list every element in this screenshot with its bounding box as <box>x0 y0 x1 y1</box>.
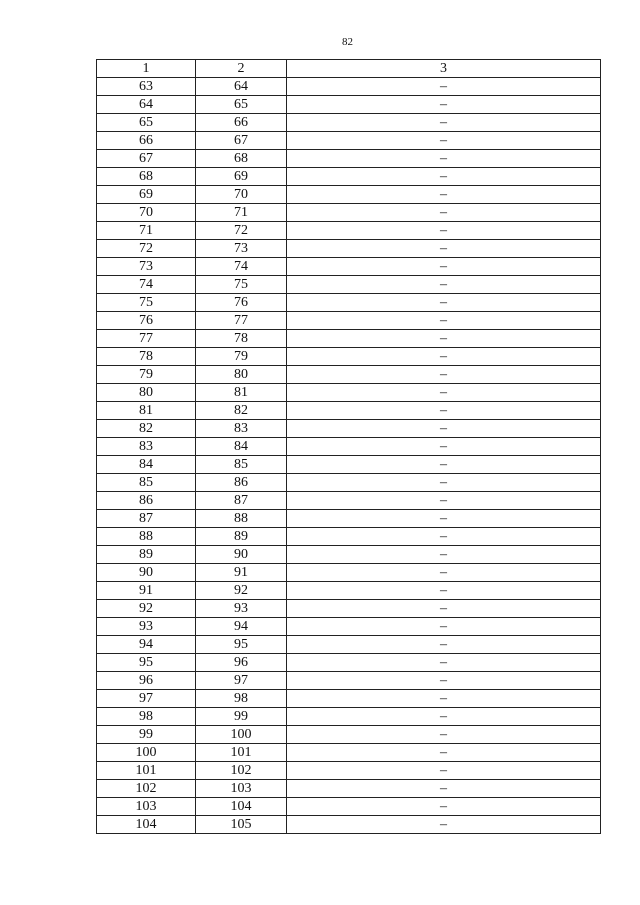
table-cell-col-1: 86 <box>97 492 196 510</box>
table-cell-col-1: 95 <box>97 654 196 672</box>
table-cell-col-3: – <box>287 492 601 510</box>
table-cell-col-1: 63 <box>97 78 196 96</box>
table-cell-col-3: – <box>287 420 601 438</box>
table-cell-col-2: 103 <box>196 780 287 798</box>
table-row <box>97 384 601 402</box>
table-cell-col-2: 64 <box>196 78 287 96</box>
table-cell-col-1: 66 <box>97 132 196 150</box>
table-cell-col-2: 69 <box>196 168 287 186</box>
table-cell-col-2: 93 <box>196 600 287 618</box>
table-row <box>97 456 601 474</box>
table-row <box>97 150 601 168</box>
table-cell-col-2: 95 <box>196 636 287 654</box>
table-cell-col-2: 92 <box>196 582 287 600</box>
table-cell-col-1: 73 <box>97 258 196 276</box>
table-cell-col-3: – <box>287 132 601 150</box>
table-cell-col-2: 83 <box>196 420 287 438</box>
table-cell-col-2: 72 <box>196 222 287 240</box>
table-cell-col-1: 76 <box>97 312 196 330</box>
table-cell-col-3: – <box>287 474 601 492</box>
table-cell-col-1: 91 <box>97 582 196 600</box>
table-cell-col-1: 94 <box>97 636 196 654</box>
table-row <box>97 258 601 276</box>
table-row <box>97 816 601 834</box>
table-row <box>97 294 601 312</box>
table-row <box>97 348 601 366</box>
table-cell-col-3: – <box>287 798 601 816</box>
table-cell-col-2: 86 <box>196 474 287 492</box>
table-cell-col-3: – <box>287 366 601 384</box>
table-cell-col-3: – <box>287 204 601 222</box>
table-cell-col-1: 67 <box>97 150 196 168</box>
table-cell-col-1: 78 <box>97 348 196 366</box>
table-cell-col-1: 79 <box>97 366 196 384</box>
table-cell-col-3: – <box>287 312 601 330</box>
table-cell-col-3: – <box>287 816 601 834</box>
table-cell-col-2: 101 <box>196 744 287 762</box>
table-row <box>97 600 601 618</box>
table-cell-col-2: 97 <box>196 672 287 690</box>
table-cell-col-3: – <box>287 708 601 726</box>
table-cell-col-2: 98 <box>196 690 287 708</box>
table-row <box>97 114 601 132</box>
table-cell-col-1: 96 <box>97 672 196 690</box>
table-cell-col-1: 69 <box>97 186 196 204</box>
table-cell-col-3: – <box>287 438 601 456</box>
table-cell-col-2: 77 <box>196 312 287 330</box>
table-cell-col-1: 65 <box>97 114 196 132</box>
table-cell-col-1: 102 <box>97 780 196 798</box>
table-cell-col-3: – <box>287 546 601 564</box>
table-row <box>97 564 601 582</box>
table-cell-col-2: 89 <box>196 528 287 546</box>
table-row <box>97 618 601 636</box>
table-row <box>97 636 601 654</box>
table-row <box>97 366 601 384</box>
table-cell-col-3: – <box>287 276 601 294</box>
table-cell-col-2: 74 <box>196 258 287 276</box>
table-row <box>97 132 601 150</box>
table-row <box>97 168 601 186</box>
table-cell-col-2: 66 <box>196 114 287 132</box>
table-cell-col-2: 65 <box>196 96 287 114</box>
table-row <box>97 708 601 726</box>
table-cell-col-1: 93 <box>97 618 196 636</box>
table-cell-col-1: 103 <box>97 798 196 816</box>
table-cell-col-2: 87 <box>196 492 287 510</box>
table-cell-col-3: – <box>287 780 601 798</box>
table-row <box>97 204 601 222</box>
table-cell-col-3: – <box>287 222 601 240</box>
table-cell-col-2: 75 <box>196 276 287 294</box>
table-row <box>97 528 601 546</box>
data-table <box>96 59 601 834</box>
table-cell-col-2: 76 <box>196 294 287 312</box>
table-cell-col-1: 77 <box>97 330 196 348</box>
table-cell-col-1: 88 <box>97 528 196 546</box>
table-cell-col-1: 70 <box>97 204 196 222</box>
table-cell-col-2: 99 <box>196 708 287 726</box>
table-cell-col-3: – <box>287 258 601 276</box>
table-cell-col-2: 73 <box>196 240 287 258</box>
table-cell-col-2: 91 <box>196 564 287 582</box>
column-header-2: 2 <box>196 60 287 78</box>
column-header-3: 3 <box>287 60 601 78</box>
table-cell-col-2: 94 <box>196 618 287 636</box>
table-body <box>97 78 601 834</box>
table-cell-col-1: 100 <box>97 744 196 762</box>
table-row <box>97 672 601 690</box>
table-cell-col-3: – <box>287 600 601 618</box>
table-row <box>97 654 601 672</box>
table-cell-col-3: – <box>287 348 601 366</box>
table-cell-col-3: – <box>287 582 601 600</box>
table-cell-col-3: – <box>287 654 601 672</box>
table-row <box>97 510 601 528</box>
table-row <box>97 240 601 258</box>
table-cell-col-2: 80 <box>196 366 287 384</box>
table-cell-col-2: 71 <box>196 204 287 222</box>
table-cell-col-1: 92 <box>97 600 196 618</box>
table-cell-col-3: – <box>287 762 601 780</box>
table-cell-col-3: – <box>287 96 601 114</box>
table-cell-col-1: 72 <box>97 240 196 258</box>
table-row <box>97 402 601 420</box>
table-cell-col-1: 89 <box>97 546 196 564</box>
table-cell-col-2: 78 <box>196 330 287 348</box>
table-cell-col-2: 90 <box>196 546 287 564</box>
table-cell-col-3: – <box>287 744 601 762</box>
table-cell-col-3: – <box>287 294 601 312</box>
table-row <box>97 96 601 114</box>
table-cell-col-1: 83 <box>97 438 196 456</box>
table-cell-col-3: – <box>287 510 601 528</box>
table-cell-col-3: – <box>287 690 601 708</box>
table-cell-col-1: 90 <box>97 564 196 582</box>
table-cell-col-1: 98 <box>97 708 196 726</box>
table-cell-col-3: – <box>287 564 601 582</box>
table-row <box>97 420 601 438</box>
table-row <box>97 492 601 510</box>
table-row <box>97 312 601 330</box>
table-cell-col-3: – <box>287 150 601 168</box>
table-cell-col-1: 80 <box>97 384 196 402</box>
table-row <box>97 474 601 492</box>
table-cell-col-2: 105 <box>196 816 287 834</box>
table-cell-col-3: – <box>287 186 601 204</box>
table-cell-col-2: 104 <box>196 798 287 816</box>
table-cell-col-2: 68 <box>196 150 287 168</box>
table-row <box>97 798 601 816</box>
table-row <box>97 438 601 456</box>
table-cell-col-3: – <box>287 114 601 132</box>
page-number: 82 <box>342 36 353 48</box>
table-cell-col-3: – <box>287 618 601 636</box>
table-cell-col-3: – <box>287 330 601 348</box>
table-cell-col-3: – <box>287 402 601 420</box>
table-cell-col-2: 85 <box>196 456 287 474</box>
table-cell-col-1: 82 <box>97 420 196 438</box>
table-row <box>97 78 601 96</box>
table-cell-col-1: 85 <box>97 474 196 492</box>
table-cell-col-3: – <box>287 240 601 258</box>
table-cell-col-2: 67 <box>196 132 287 150</box>
table-cell-col-3: – <box>287 636 601 654</box>
table-cell-col-3: – <box>287 528 601 546</box>
table-cell-col-1: 104 <box>97 816 196 834</box>
table-cell-col-2: 100 <box>196 726 287 744</box>
table-row <box>97 690 601 708</box>
table-cell-col-2: 88 <box>196 510 287 528</box>
table-cell-col-3: – <box>287 672 601 690</box>
table-cell-col-2: 70 <box>196 186 287 204</box>
table-cell-col-3: – <box>287 456 601 474</box>
table-cell-col-1: 68 <box>97 168 196 186</box>
table-cell-col-3: – <box>287 726 601 744</box>
table-cell-col-1: 87 <box>97 510 196 528</box>
table-row <box>97 780 601 798</box>
table-cell-col-1: 71 <box>97 222 196 240</box>
table-row <box>97 330 601 348</box>
table-cell-col-1: 97 <box>97 690 196 708</box>
table-cell-col-1: 99 <box>97 726 196 744</box>
table-cell-col-1: 84 <box>97 456 196 474</box>
table-cell-col-2: 102 <box>196 762 287 780</box>
table-row <box>97 186 601 204</box>
table-cell-col-2: 96 <box>196 654 287 672</box>
table-row <box>97 744 601 762</box>
table-cell-col-3: – <box>287 78 601 96</box>
table-cell-col-1: 81 <box>97 402 196 420</box>
table-cell-col-1: 75 <box>97 294 196 312</box>
header-row <box>97 60 601 78</box>
table-cell-col-2: 84 <box>196 438 287 456</box>
table-cell-col-2: 79 <box>196 348 287 366</box>
table-row <box>97 276 601 294</box>
table-cell-col-1: 64 <box>97 96 196 114</box>
table-row <box>97 222 601 240</box>
table-cell-col-1: 74 <box>97 276 196 294</box>
table-cell-col-2: 81 <box>196 384 287 402</box>
table-row <box>97 546 601 564</box>
table-cell-col-1: 101 <box>97 762 196 780</box>
table-cell-col-3: – <box>287 384 601 402</box>
table-row <box>97 582 601 600</box>
table-row <box>97 726 601 744</box>
table-cell-col-3: – <box>287 168 601 186</box>
table-cell-col-2: 82 <box>196 402 287 420</box>
table-header <box>97 60 601 78</box>
column-header-1: 1 <box>97 60 196 78</box>
table-row <box>97 762 601 780</box>
